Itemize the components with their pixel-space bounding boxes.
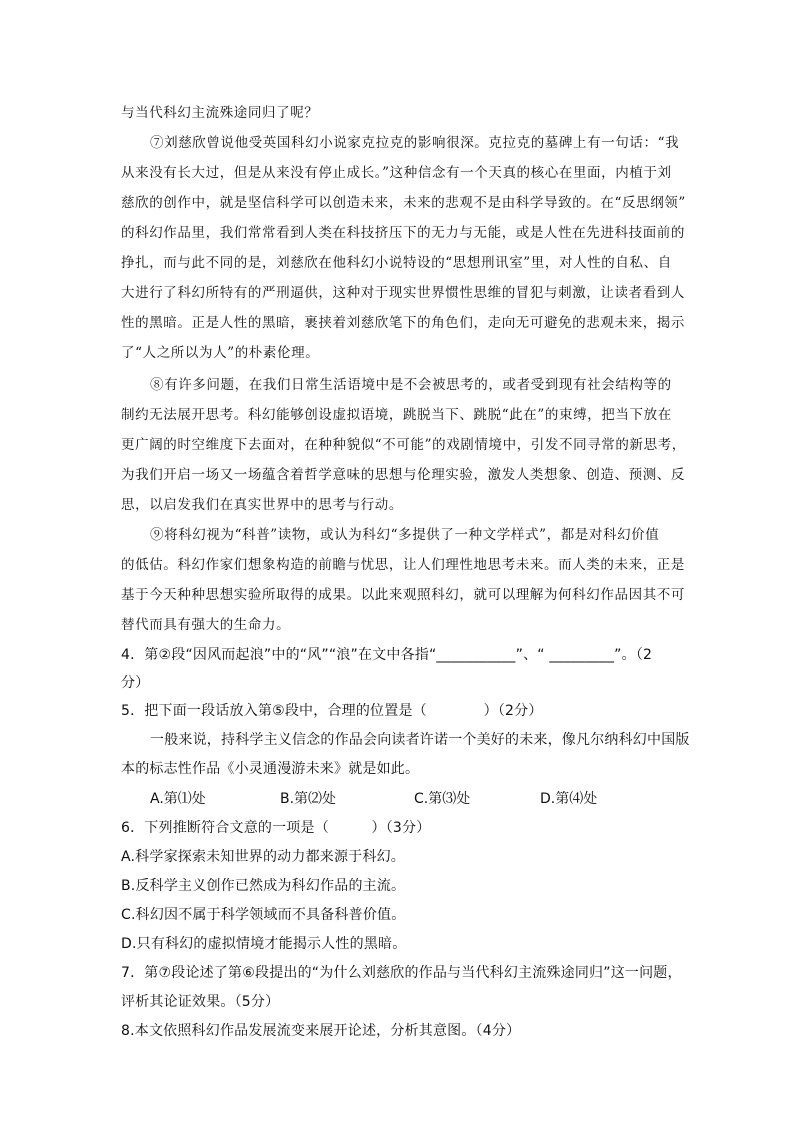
question-7-cont: 评析其论证效果。（5分）: [121, 994, 280, 1010]
q5-option-d: D.第⑷处: [540, 791, 598, 807]
q5-option-b: B.第⑵处: [280, 791, 337, 807]
passage-line: 挣扎，而与此不同的是，刘慈欣在他科幻小说特设的“思想刑讯室”里，对人性的自私、自: [121, 255, 672, 271]
q6-option-c: C.科幻因不属于科学领域而不具备科普价值。: [121, 907, 406, 923]
question-4-cont: 分）: [121, 675, 150, 691]
q6-option-a: A.科学家探索未知世界的动力都来源于科幻。: [121, 849, 405, 865]
passage-line: 从来没有长大过，但是从来没有停止成长。”这种信念有一个天真的核心在里面，内植于刘: [121, 165, 672, 181]
passage-line: 的低估。科幻作家们想象构造的前瞻与忧思，让人们理性地思考未来。而人类的未来，正是: [121, 557, 685, 573]
passage-line: 慈欣的创作中，就是坚信科学可以创造未来，未来的悲观不是由科学导致的。在“反思纲领”: [121, 195, 686, 211]
passage-line: 为我们开启一场又一场蕴含着哲学意味的思想与伦理实验，激发人类想象、创造、预测、反: [121, 467, 685, 483]
paragraph-9-start: ⑨将科幻视为“科普”读物，或认为科幻“多提供了一种文学样式”，都是对科幻价值: [150, 527, 660, 543]
question-5: 5．把下面一段话放入第⑤段中，合理的位置是（ ）（2分）: [121, 703, 543, 719]
passage-line: 替代而具有强大的生命力。: [121, 617, 291, 633]
passage-line: 思，以启发我们在真实世界中的思考与行动。: [121, 497, 403, 513]
question-7: 7．第⑦段论述了第⑥段提出的“为什么刘慈欣的作品与当代科幻主流殊途同归”这一问题，: [121, 965, 682, 981]
passage-line: 更广阔的时空维度下去面对，在种种貌似“不可能”的戏剧情境中，引发不同寻常的新思考，: [121, 437, 686, 453]
q5-option-a: A.第⑴处: [150, 791, 206, 807]
passage-line: 制约无法展开思考。科幻能够创设虚拟语境，跳脱当下、跳脱“此在”的束缚，把当下放在: [121, 407, 672, 423]
passage-line: 基于今天种种思想实验所取得的成果。以此来观照科幻，就可以理解为何科幻作品因其不可: [121, 587, 685, 603]
q6-option-d: D.只有科幻的虚拟情境才能揭示人性的黑暗。: [121, 936, 407, 952]
q6-option-b: B.反科学主义创作已然成为科幻作品的主流。: [121, 878, 406, 894]
question-5-quote: 一般来说，持科学主义信念的作品会向读者许诺一个美好的未来，像凡尔纳科幻中国版: [150, 732, 690, 748]
paragraph-7-start: ⑦刘慈欣曾说他受英国科幻小说家克拉克的影响很深。克拉克的墓碑上有一句话：“我: [150, 135, 680, 151]
passage-line: 大进行了科幻所特有的严刑逼供，这种对于现实世界惯性思维的冒犯与刺激，让读者看到人: [121, 285, 685, 301]
question-5-quote-cont: 本的标志性作品《小灵通漫游未来》就是如此。: [121, 761, 420, 777]
question-6: 6．下列推断符合文意的一项是（ ）（3分）: [121, 820, 431, 836]
passage-line: 了“人之所以为人”的朴素伦理。: [121, 345, 320, 361]
question-4: 4．第②段“因风而起浪”中的“风”“浪”在文中各指“___________”、“ _________”。（2: [121, 647, 653, 663]
passage-line: 性的黑暗。正是人性的黑暗，裹挟着刘慈欣笔下的角色们，走向无可避免的悲观未来，揭示: [121, 315, 685, 331]
passage-line: 的科幻作品里，我们常常看到人类在科技挤压下的无力与无能，或是人性在先进科技面前的: [121, 225, 685, 241]
paragraph-8-start: ⑧有许多问题，在我们日常生活语境中是不会被思考的，或者受到现有社会结构等的: [150, 377, 672, 393]
q5-option-c: C.第⑶处: [414, 791, 471, 807]
question-8: 8.本文依照科幻作品发展流变来展开论述，分析其意图。（4分）: [121, 1023, 521, 1039]
passage-line: 与当代科幻主流殊途同归了呢？: [121, 105, 319, 121]
